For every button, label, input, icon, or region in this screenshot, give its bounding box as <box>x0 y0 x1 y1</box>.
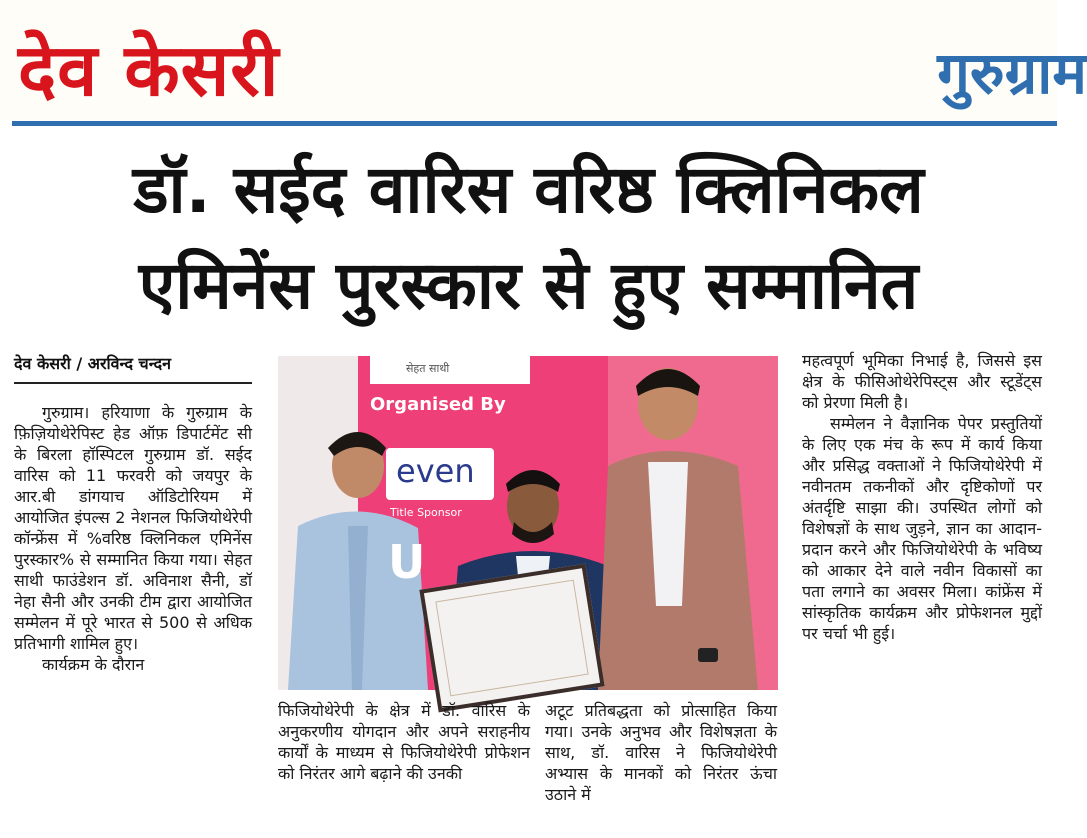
sehat-sathi-banner <box>370 356 530 384</box>
col2-paragraph: फिजियोथेरेपी के क्षेत्र में डॉ. वारिस के अनुकरणीय योगदान और अपने सराहनीय कार्यों के माध्यम से फिजियोथेरेपी प्रोफेशन को निरंतर आगे बढ़ाने की उनकी <box>278 701 530 783</box>
masthead <box>0 0 1087 120</box>
article-column-4 <box>802 350 1042 835</box>
article-column-1 <box>14 402 252 832</box>
certificate-border <box>435 580 588 697</box>
svg-text:U: U <box>388 535 426 589</box>
award-photo <box>278 356 778 690</box>
award-certificate <box>419 564 604 713</box>
byline: देव केसरी / अरविन्द चन्दन <box>14 354 172 373</box>
col1-paragraph-2: कार्यक्रम के दौरान <box>42 655 145 674</box>
col4-paragraph-1: महत्वपूर्ण भूमिका निभाई है, जिससे इस क्षेत्र के फीसिओथेरेपिस्ट्स और स्टूडेंट्स को प्रेरणा मिली है। <box>802 351 1042 412</box>
article-column-2 <box>278 700 530 835</box>
byline-rule <box>14 382 252 384</box>
col3-paragraph: अटूट प्रतिबद्धता को प्रोत्साहित किया गया। उनके अनुभव और विशेषज्ञता के साथ, डॉ. वारिस ने फिजियोथेरेपी अभ्यास के मानकों को निरंतर ऊंचा उठाने में <box>545 701 777 804</box>
article-column-3 <box>545 700 777 835</box>
sponsor-logo-text: even <box>396 452 475 490</box>
sponsor-caption: Title Sponsor <box>390 506 462 519</box>
banner-text: सेहत साथी <box>406 362 450 375</box>
headline-line-2: एमिनेंस पुरस्कार से हुए सम्मानित <box>138 247 919 324</box>
headline-line-1: डॉ. सईद वारिस वरिष्ठ क्लिनिकल <box>133 151 924 228</box>
col1-paragraph-1: गुरुग्राम। हरियाणा के गुरुग्राम के फ़िज़ियोथेरेपिस्ट हेड ऑफ़ डिपार्टमेंट सी के बिरला हॉस्पिटल गुरुग्राम डॉ. सईद वारिस को 11 फरवरी को जयपुर के आर.बी डांगयाच ऑडिटोरियम में आयोजित इंपल्स 2 नेशनल फिजियोथेरेपी कॉन्फ्रेंस में %वरिष्ठ क्लिनिकल एमिनेंस पुरस्कार% से सम्मानित किया गया। सेहत साथी फाउंडेशन डॉ. अविनाश सैनी, डॉ नेहा सैनी और उनकी टीम द्वारा आयोजित सम्मेलन में पूरे भारत से 500 से अधिक प्रतिभागी शामिल हुए। <box>14 403 252 653</box>
even-sponsor-logo <box>386 448 494 500</box>
col4-paragraph-2: सम्मेलन ने वैज्ञानिक पेपर प्रस्तुतियों के लिए एक मंच के रूप में कार्य किया और प्रसिद्ध वक्ताओं ने फिजियोथेरेपी में नवीनतम तकनीकों और दृष्टिकोणों पर अंतर्दृष्टि साझा की। उपस्थित लोगों को विशेषज्ञों के साथ जुड़ने, ज्ञान का आदान-प्रदान करने और फिजियोथेरेपी के भविष्य को आकार देने वाले नवीन विकासों का पता लगाने का अवसर मिला। कांफ्रेंस में सांस्कृतिक कार्यक्रम और प्रोफेशनल मुद्दों पर चर्चा भी हुई। <box>802 414 1042 643</box>
masthead-rule <box>12 121 1057 126</box>
city-edition: गुरुग्राम <box>937 39 1087 107</box>
paper-name: देव केसरी <box>18 28 280 112</box>
organised-by-text: Organised By <box>370 394 506 415</box>
